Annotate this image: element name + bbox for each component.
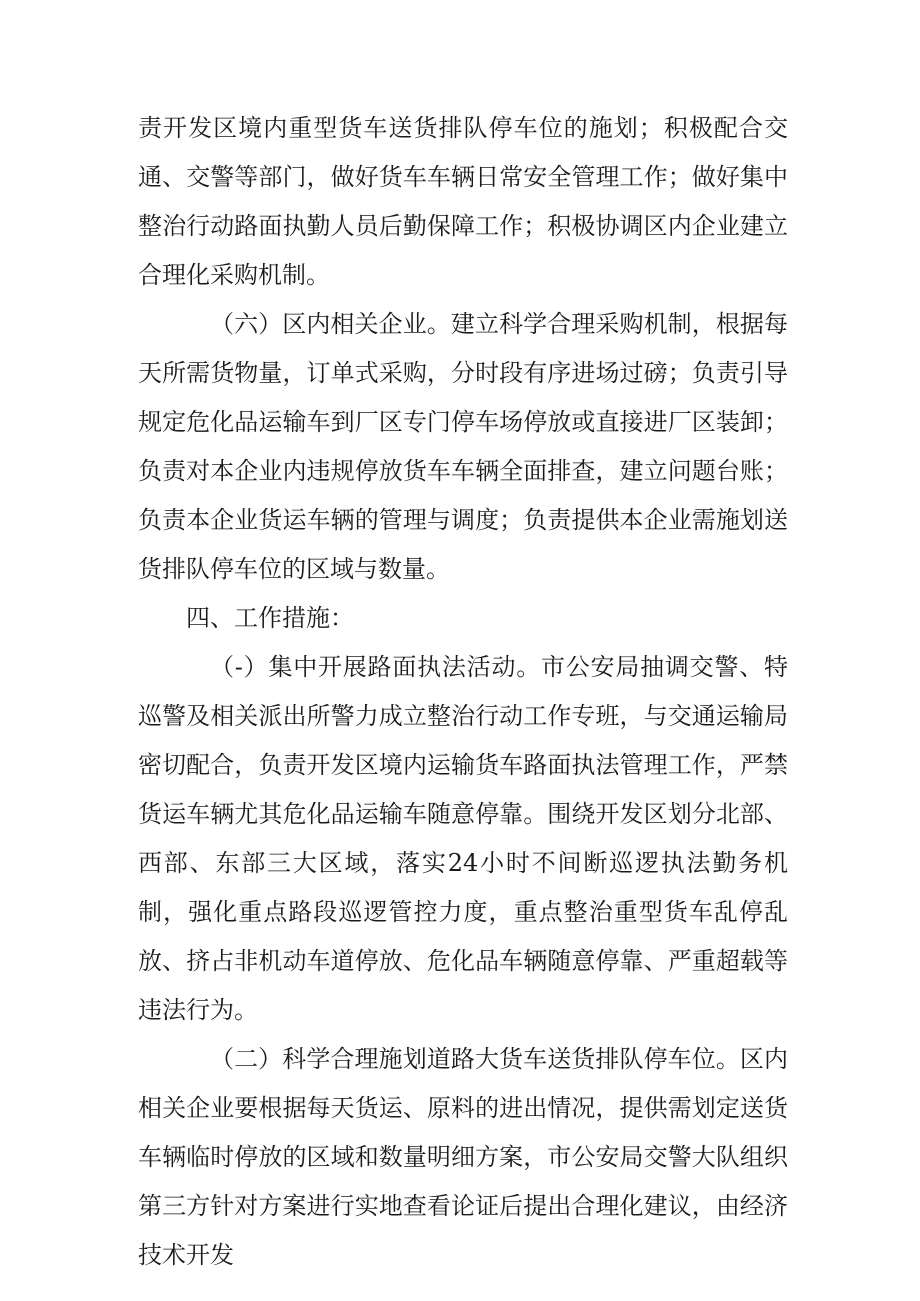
paragraph-section-six: （六）区内相关企业。建立科学合理采购机制，根据每天所需货物量，订单式采购，分时段有序进场过磅；负责引导规定危化品运输车到厂区专门停车场停放或直接进厂区装卸；负责对本企业内违规停放货车车辆全面排查，建立问题台账；负责本企业货运车辆的管理与调度；负责提供本企业需施划送货排队停车位的区域与数量。 — [138, 310, 788, 583]
paragraph-measure-two: （二）科学合理施划道路大货车送货排队停车位。区内相关企业要根据每天货运、原料的进出情况，提供需划定送货车辆临时停放的区域和数量明细方案，市公安局交警大队组织第三方针对方案进行实地查看论证后提出合理化建议，由经济技术开发 — [138, 1045, 788, 1269]
heading-work-measures: 四、工作措施： — [186, 604, 354, 632]
document-body — [138, 104, 788, 1280]
paragraph-measure-one: （-）集中开展路面执法活动。市公安局抽调交警、特巡警及相关派出所警力成立整治行动工作专班，与交通运输局密切配合，负责开发区境内运输货车路面执法管理工作，严禁货运车辆尤其危化品运输车随意停靠。围绕开发区划分北部、西部、东部三大区域，落实24小时不间断巡逻执法勤务机制，强化重点路段巡逻管控力度，重点整治重型货车乱停乱放、挤占非机动车道停放、危化品车辆随意停靠、严重超载等违法行为。 — [138, 653, 788, 1024]
paragraph-continuation: 责开发区境内重型货车送货排队停车位的施划；积极配合交通、交警等部门，做好货车车辆日常安全管理工作；做好集中整治行动路面执勤人员后勤保障工作；积极协调区内企业建立合理化采购机制。 — [138, 114, 788, 289]
